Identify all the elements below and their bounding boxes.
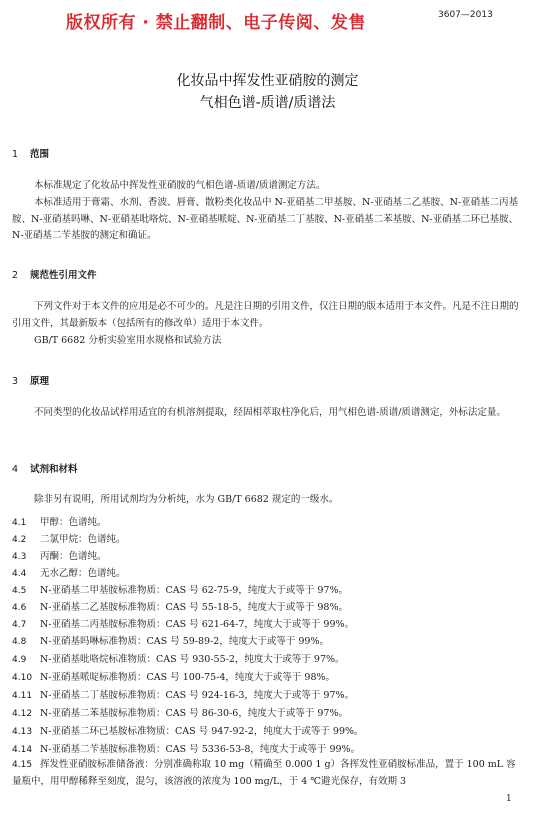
- paragraph: 不同类型的化妆品试样用适宜的有机溶剂提取，经固相萃取柱净化后，用气相色谱-质谱/质谱测定，外标法定量。: [34, 407, 506, 418]
- section-heading-normative-references: [12, 267, 97, 281]
- list-item: 4.1 甲醇：色谱纯。: [12, 517, 107, 528]
- list-item: 4.13 N-亚硝基二环已基胺标准物质：CAS 号 947-92-2，纯度大于或等于 99%。: [12, 726, 364, 737]
- paragraph: 下列文件对于本文件的应用是必不可少的。凡是注日期的引用文件，仅注日期的版本适用于本文件。凡是不注日期的引用文件，其最新版本（包括所有的修改单）适用于本文件。: [12, 301, 519, 329]
- section-number: 4: [12, 464, 19, 475]
- paragraph: 本标准规定了化妆品中挥发性亚硝胺的气相色谱-质谱/质谱测定方法。: [34, 180, 326, 191]
- section-heading-reagents: [12, 461, 78, 475]
- section-number: 2: [12, 270, 19, 281]
- section-title: 范围: [30, 149, 50, 160]
- paragraph: 本标准适用于膏霜、水剂、香波、唇膏、散粉类化妆品中 N-亚硝基二甲基胺、N-亚硝基二乙基胺、N-亚硝基二丙基胺、N-亚硝基吗啉、N-亚硝基吡咯烷、N-亚硝基哌啶、N-亚硝基二丁基胺、N-亚硝基二苯基胺、N-亚硝基二环已基胺、N-亚硝基二苄基胺的测定和确证。: [12, 197, 519, 241]
- section-number: 3: [12, 376, 19, 387]
- section-number: 1: [12, 149, 19, 160]
- section-title: 原理: [30, 376, 50, 387]
- list-item: 4.12 N-亚硝基二苯基胺标准物质：CAS 号 86-30-6，纯度大于或等于 97%。: [12, 708, 348, 719]
- section-title: 规范性引用文件: [30, 270, 97, 281]
- list-item: 4.7 N-亚硝基二丙基胺标准物质：CAS 号 621-64-7，纯度大于或等于 99%。: [12, 619, 355, 630]
- page-number: 1: [506, 794, 512, 804]
- list-item: 4.15 挥发性亚硝胺标准储备液：分别准确称取 10 mg（精确至 0.000 1 g）各挥发性亚硝胺标准品，置于 100 mL 容量瓶中，用甲醇稀释至刻度，混匀，该溶液的浓度为 100 mg/L，于 4 ℃避光保存，有效期 3: [12, 759, 516, 787]
- list-item: 4.11 N-亚硝基二丁基胺标准物质：CAS 号 924-16-3，纯度大于或等于 97%。: [12, 690, 355, 701]
- list-item: 4.10 N-亚硝基哌啶标准物质：CAS 号 100-75-4，纯度大于或等于 98%。: [12, 672, 336, 683]
- list-item: 4.14 N-亚硝基二苄基胺标准物质：CAS 号 5336-53-8，纯度大于或等于 99%。: [12, 744, 361, 755]
- list-item: 4.5 N-亚硝基二甲基胺标准物质：CAS 号 62-75-9，纯度大于或等于 97%。: [12, 585, 348, 596]
- list-item: 4.6 N-亚硝基二乙基胺标准物质：CAS 号 55-18-5，纯度大于或等于 98%。: [12, 602, 348, 613]
- list-item: 4.8 N-亚硝基吗啉标准物质：CAS 号 59-89-2，纯度大于或等于 99%。: [12, 636, 329, 647]
- copyright-watermark: 版权所有 · 禁止翻制、电子传阅、发售: [66, 13, 366, 33]
- list-item: 4.3 丙酮：色谱纯。: [12, 551, 107, 562]
- list-item: 4.4 无水乙醇：色谱纯。: [12, 568, 126, 579]
- document-subtitle: 气相色谱-质谱/质谱法: [199, 95, 336, 111]
- section-heading-principle: [12, 373, 49, 387]
- section-title: 试剂和材料: [30, 464, 78, 475]
- paragraph: 除非另有说明，所用试剂均为分析纯，水为 GB/T 6682 规定的一级水。: [34, 494, 339, 505]
- document-title: 化妆品中挥发性亚硝胺的测定: [176, 73, 359, 89]
- list-item: 4.9 N-亚硝基吡咯烷标准物质：CAS 号 930-55-2，纯度大于或等于 97%。: [12, 654, 345, 665]
- standard-number: 3607—2013: [438, 10, 493, 20]
- paragraph: GB/T 6682 分析实验室用水规格和试验方法: [34, 335, 222, 346]
- section-heading-scope: [12, 146, 49, 160]
- list-item: 4.2 二氯甲烷：色谱纯。: [12, 534, 126, 545]
